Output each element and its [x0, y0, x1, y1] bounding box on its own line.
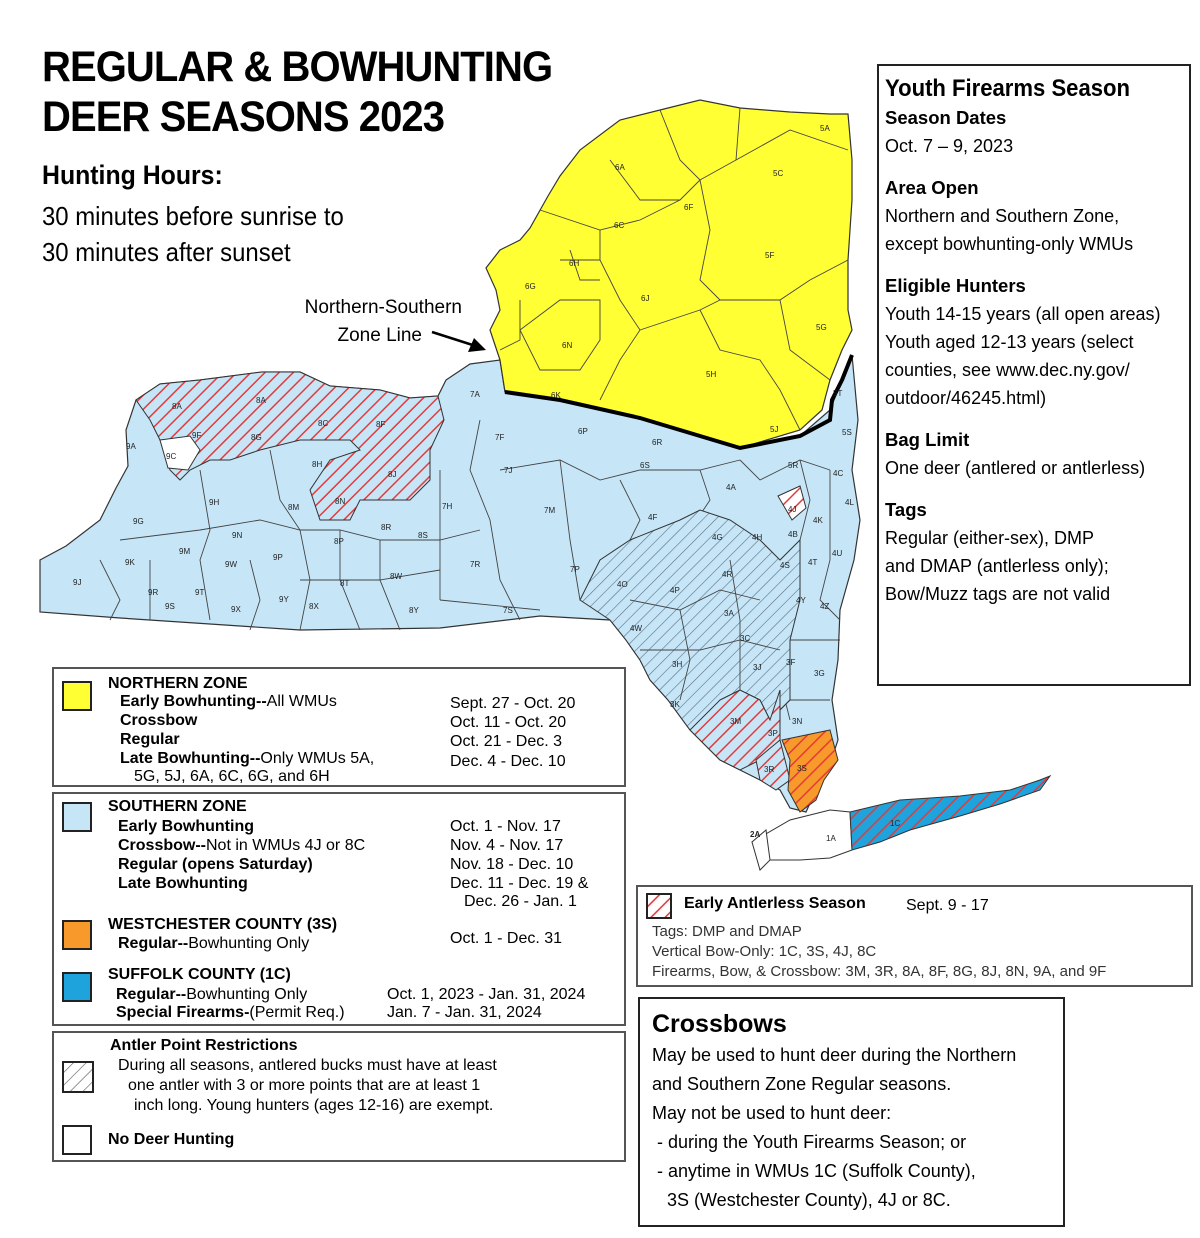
wmu-label: 8C: [318, 419, 329, 428]
wmu-label: 8H: [312, 460, 323, 469]
youth-eligible-line: counties, see www.dec.ny.gov/: [885, 360, 1130, 380]
wmu-label: 6F: [684, 203, 694, 212]
youth-tags-line: and DMAP (antlerless only);: [885, 556, 1109, 576]
zone-line-label: [296, 294, 462, 350]
wmu-label: 8A: [256, 396, 266, 405]
zone-line-label-1: Northern-Southern: [304, 297, 462, 318]
wmu-label: 4B: [788, 530, 798, 539]
southern-zone-swatch: [62, 802, 92, 832]
early-antlerless-heading: Early Antlerless Season: [684, 895, 866, 912]
no-hunting-swatch: [62, 1125, 92, 1155]
zone-line-label-2: Zone Line: [337, 325, 422, 346]
westchester-dates: Oct. 1 - Dec. 31: [450, 930, 563, 947]
wmu-label: 8Y: [409, 606, 419, 615]
suffolk-dates: Oct. 1, 2023 - Jan. 31, 2024: [387, 986, 586, 1003]
wmu-label: 9T: [195, 588, 205, 597]
wmu-label: 4P: [670, 586, 680, 595]
hunting-hours-line-2: 30 minutes after sunset: [42, 237, 291, 267]
wmu-label: 9X: [231, 605, 241, 614]
youth-tags-line: Regular (either-sex), DMP: [885, 528, 1095, 548]
southern-dates: Oct. 1 - Nov. 17: [450, 818, 561, 835]
early-antlerless-swatch: [646, 893, 672, 919]
crossbows-line: May not be used to hunt deer:: [652, 1103, 892, 1123]
wmu-label: 6A: [615, 163, 625, 172]
wmu-label: 3J: [753, 663, 762, 672]
wmu-label: 1A: [826, 834, 836, 843]
northern-row-cont: 5G, 5J, 6A, 6C, 6G, and 6H: [134, 768, 330, 785]
wmu-label: 5J: [770, 425, 779, 434]
wmu-label: 5T: [833, 389, 843, 398]
wmu-label: 8N: [335, 497, 346, 506]
wmu-label: 9S: [165, 602, 175, 611]
wmu-label: 5A: [820, 124, 830, 133]
wmu-label: 8G: [251, 433, 262, 442]
wmu-label: 9C: [166, 452, 177, 461]
wmu-label: 5H: [706, 370, 717, 379]
wmu-label: 4A: [726, 483, 736, 492]
wmu-label: 9K: [125, 558, 135, 567]
suffolk-swatch: [62, 972, 92, 1002]
wmu-label: 1C: [890, 819, 901, 828]
wmu-label: 6C: [614, 221, 625, 230]
wmu-label: 3N: [792, 717, 803, 726]
wmu-label: 7S: [503, 606, 513, 615]
southern-dates: Dec. 11 - Dec. 19 &: [450, 875, 589, 892]
antler-heading: Antler Point Restrictions: [110, 1037, 298, 1054]
northern-row: Crossbow: [120, 712, 198, 729]
wmu-label: 4H: [752, 533, 763, 542]
wmu-label: 6P: [578, 427, 588, 436]
wmu-label: 7M: [544, 506, 556, 515]
wmu-label: 4T: [808, 558, 818, 567]
wmu-label: 4J: [788, 505, 797, 514]
northern-dates: Dec. 4 - Dec. 10: [450, 753, 566, 770]
wmu-label: 3R: [764, 765, 775, 774]
legend-southern-zone: [52, 792, 626, 1026]
early-antlerless-line: Tags: DMP and DMAP: [652, 923, 802, 940]
wmu-label: 3K: [670, 700, 680, 709]
wmu-1c-area: [850, 776, 1050, 850]
youth-firearms-panel: [877, 64, 1191, 686]
youth-tags-line: Bow/Muzz tags are not valid: [885, 584, 1111, 604]
suffolk-row: Special Firearms-(Permit Req.): [116, 1004, 345, 1021]
wmu-label: 5G: [816, 323, 827, 332]
suffolk-heading: SUFFOLK COUNTY (1C): [108, 966, 291, 983]
southern-row: Early Bowhunting: [118, 818, 254, 835]
wmu-label: 2A: [750, 830, 761, 839]
wmu-label: 8A: [172, 402, 182, 411]
wmu-label: 4C: [833, 469, 844, 478]
northern-dates: Oct. 21 - Dec. 3: [450, 733, 563, 750]
legend-northern-zone: [52, 667, 626, 787]
youth-dates: Oct. 7 – 9, 2023: [885, 136, 1014, 156]
wmu-label: 4R: [722, 570, 733, 579]
wmu-label: 7R: [470, 560, 481, 569]
youth-eligible-line: Youth aged 12-13 years (select: [885, 332, 1134, 352]
antler-line: inch long. Young hunters (ages 12-16) are exempt.: [134, 1097, 494, 1114]
wmu-label: 8F: [376, 420, 386, 429]
southern-dates: Nov. 4 - Nov. 17: [450, 837, 564, 854]
wmu-label: 9W: [225, 560, 237, 569]
early-antlerless-panel: [636, 885, 1193, 987]
youth-eligible-line: outdoor/46245.html): [885, 388, 1047, 408]
wmu-label: 8W: [390, 572, 402, 581]
early-antlerless-dates: Sept. 9 - 17: [906, 897, 989, 914]
wmu-label: 8X: [309, 602, 319, 611]
wmu-label: 6R: [652, 438, 663, 447]
youth-eligible-line: Youth 14-15 years (all open areas): [885, 304, 1161, 324]
crossbows-line: 3S (Westchester County), 4J or 8C.: [652, 1190, 951, 1210]
wmu-label: 4S: [780, 561, 790, 570]
crossbows-panel: [638, 997, 1065, 1227]
westchester-heading: WESTCHESTER COUNTY (3S): [108, 916, 338, 933]
wmu-label: 4Y: [796, 596, 806, 605]
westchester-swatch: [62, 920, 92, 950]
wmu-label: 3G: [814, 669, 825, 678]
wmu-label: 7F: [495, 433, 505, 442]
northern-row: Late Bowhunting--Only WMUs 5A,: [120, 750, 375, 767]
wmu-label: 3F: [786, 658, 796, 667]
wmu-label: 7A: [470, 390, 480, 399]
title-line-2: DEER SEASONS 2023: [42, 93, 445, 141]
wmu-label: 8R: [381, 523, 392, 532]
northern-dates: Oct. 11 - Oct. 20: [450, 714, 567, 731]
hunting-hours-line-1: 30 minutes before sunrise to: [42, 201, 344, 231]
wmu-label: 6S: [640, 461, 650, 470]
wmu-label: 7H: [442, 502, 453, 511]
early-antlerless-line: Firearms, Bow, & Crossbow: 3M, 3R, 8A, 8F, 8G, 8J, 8N, 9A, and 9F: [652, 963, 1107, 980]
wmu-label: 3S: [797, 764, 807, 773]
wmu-label: 3C: [740, 634, 751, 643]
wmu-label: 3M: [730, 717, 742, 726]
northern-row: Early Bowhunting--All WMUs: [120, 693, 337, 710]
wmu-label: 8J: [388, 470, 397, 479]
wmu-label: 4K: [813, 516, 823, 525]
suffolk-row: Regular--Bowhunting Only: [116, 986, 308, 1003]
crossbows-heading: Crossbows: [652, 1010, 787, 1038]
westchester-row: Regular--Bowhunting Only: [118, 935, 310, 952]
wmu-label: 6G: [525, 282, 536, 291]
wmu-label: 4O: [617, 580, 628, 589]
wmu-label: 9G: [133, 517, 144, 526]
wmu-label: 5F: [765, 251, 775, 260]
suffolk-dates: Jan. 7 - Jan. 31, 2024: [387, 1004, 542, 1021]
hunting-hours-text: [42, 198, 344, 270]
southern-row: Late Bowhunting: [118, 875, 248, 892]
wmu-label: 9M: [179, 547, 191, 556]
wmu-label: 9N: [232, 531, 243, 540]
hunting-hours-heading: Hunting Hours:: [42, 160, 223, 190]
wmu-label: 9R: [148, 588, 159, 597]
wmu-label: 6H: [569, 259, 580, 268]
crossbows-line: - anytime in WMUs 1C (Suffolk County),: [652, 1161, 976, 1181]
no-hunting-label: No Deer Hunting: [108, 1131, 235, 1148]
youth-area-heading: Area Open: [885, 177, 979, 198]
youth-title: Youth Firearms Season: [885, 75, 1130, 102]
wmu-label: 4G: [712, 533, 723, 542]
northern-dates: Sept. 27 - Oct. 20: [450, 695, 576, 712]
youth-bag-heading: Bag Limit: [885, 429, 970, 450]
legend-antler-restrictions: [52, 1031, 626, 1162]
wmu-label: 6J: [641, 294, 650, 303]
wmu-label: 9H: [209, 498, 220, 507]
northern-zone-swatch: [62, 681, 92, 711]
wmu-label: 4U: [832, 549, 843, 558]
wmu-label: 6N: [562, 341, 573, 350]
crossbows-line: and Southern Zone Regular seasons.: [652, 1074, 952, 1094]
wmu-label: 4Z: [820, 602, 830, 611]
wmu-label: 5S: [842, 428, 852, 437]
wmu-label: 8T: [340, 579, 350, 588]
wmu-label: 9P: [273, 553, 283, 562]
page-title: [42, 42, 552, 142]
wmu-label: 4L: [845, 498, 854, 507]
wmu-label: 8P: [334, 537, 344, 546]
crossbows-line: - during the Youth Firearms Season; or: [652, 1132, 967, 1152]
wmu-label: 3H: [672, 660, 683, 669]
southern-zone-heading: SOUTHERN ZONE: [108, 798, 247, 815]
antler-line: one antler with 3 or more points that are at least 1: [128, 1077, 481, 1094]
youth-bag-text: One deer (antlered or antlerless): [885, 458, 1146, 478]
wmu-label: 7P: [570, 565, 580, 574]
youth-area-line: except bowhunting-only WMUs: [885, 234, 1134, 254]
wmu-label: 5C: [773, 169, 784, 178]
title-line-1: REGULAR & BOWHUNTING: [42, 43, 553, 91]
antler-line: During all seasons, antlered bucks must have at least: [118, 1057, 497, 1074]
southern-dates-cont: Dec. 26 - Jan. 1: [464, 893, 577, 910]
wmu-label: 9A: [126, 442, 136, 451]
crossbows-line: May be used to hunt deer during the Northern: [652, 1045, 1017, 1065]
youth-eligible-heading: Eligible Hunters: [885, 275, 1026, 296]
youth-area-line: Northern and Southern Zone,: [885, 206, 1120, 226]
southern-dates: Nov. 18 - Dec. 10: [450, 856, 574, 873]
wmu-label: 4W: [630, 624, 642, 633]
wmu-label: 8M: [288, 503, 300, 512]
antler-restriction-swatch: [62, 1061, 94, 1093]
northern-zone-heading: NORTHERN ZONE: [108, 675, 248, 692]
wmu-label: 9F: [192, 431, 202, 440]
youth-dates-heading: Season Dates: [885, 107, 1007, 128]
wmu-label: 7J: [504, 466, 513, 475]
southern-row: Crossbow--Not in WMUs 4J or 8C: [118, 837, 366, 854]
youth-tags-heading: Tags: [885, 499, 927, 520]
southern-row: Regular (opens Saturday): [118, 856, 313, 873]
early-antlerless-line: Vertical Bow-Only: 1C, 3S, 4J, 8C: [652, 943, 877, 960]
wmu-label: 8S: [418, 531, 428, 540]
wmu-label: 3A: [724, 609, 734, 618]
wmu-label: 4F: [648, 513, 658, 522]
northern-row: Regular: [120, 731, 180, 748]
wmu-label: 3P: [768, 729, 778, 738]
wmu-label: 6K: [551, 391, 561, 400]
wmu-label: 5R: [788, 461, 799, 470]
wmu-label: 9J: [73, 578, 82, 587]
wmu-label: 9Y: [279, 595, 289, 604]
